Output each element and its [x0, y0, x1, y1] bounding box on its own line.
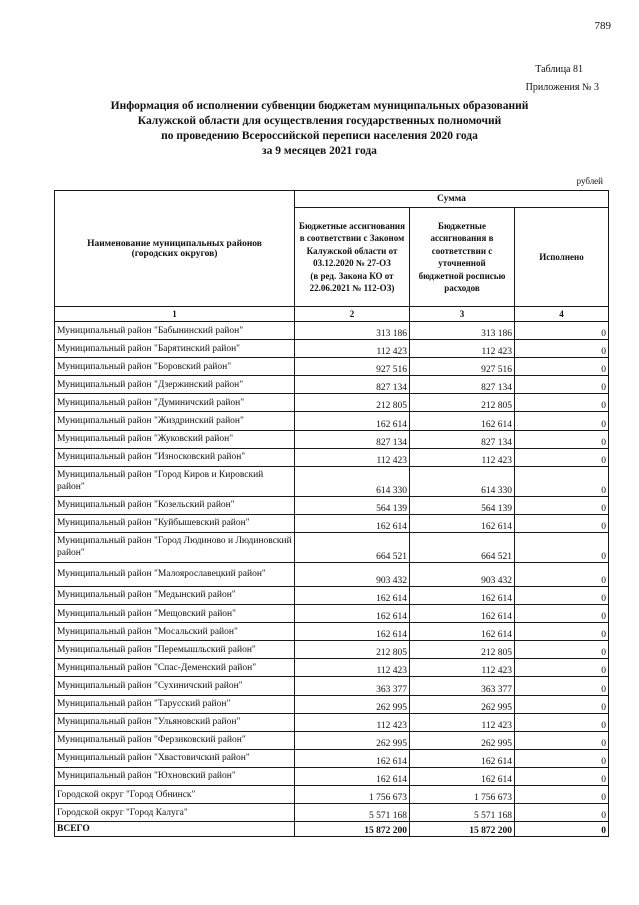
refined-allocation-value: 827 134	[410, 376, 515, 394]
table-body	[55, 322, 609, 837]
law-allocation-value: 363 377	[295, 677, 410, 695]
executed-value: 0	[515, 562, 609, 586]
table-row	[55, 412, 609, 430]
refined-allocation-value: 162 614	[410, 749, 515, 767]
column-number: 3	[410, 307, 515, 322]
document-title	[0, 99, 639, 159]
refined-allocation-value: 162 614	[410, 412, 515, 430]
executed-value: 0	[515, 532, 609, 562]
table-row	[55, 749, 609, 767]
table-row	[55, 586, 609, 604]
district-name: Муниципальный район "Перемышльский район"	[55, 641, 295, 659]
district-name: Муниципальный район "Сухиничский район"	[55, 677, 295, 695]
table-row	[55, 514, 609, 532]
table-row	[55, 804, 609, 822]
refined-allocation-value: 363 377	[410, 677, 515, 695]
refined-allocation-value: 162 614	[410, 623, 515, 641]
refined-allocation-value: 262 995	[410, 695, 515, 713]
law-allocation-value: 112 423	[295, 340, 410, 358]
law-allocation-value: 262 995	[295, 695, 410, 713]
header-line: 22.06.2021 № 112-ОЗ)	[309, 283, 395, 293]
law-allocation-value: 664 521	[295, 532, 410, 562]
column-number: 1	[55, 307, 295, 322]
executed-value: 0	[515, 641, 609, 659]
refined-allocation-value: 614 330	[410, 466, 515, 496]
table-row	[55, 532, 609, 562]
refined-allocation-value: 903 432	[410, 562, 515, 586]
refined-allocation-value: 927 516	[410, 358, 515, 376]
header-line: расходов	[444, 283, 480, 293]
header-line: бюджетной росписью	[418, 270, 506, 281]
district-name: Муниципальный район "Бабынинский район"	[55, 322, 295, 340]
header-line: уточненной	[438, 258, 486, 268]
district-name: Муниципальный район "Куйбышевский район"	[55, 514, 295, 532]
law-allocation-value: 614 330	[295, 466, 410, 496]
title-line: по проведению Всероссийской переписи населения 2020 года	[161, 130, 478, 142]
law-allocation-value: 903 432	[295, 562, 410, 586]
executed-value: 0	[515, 322, 609, 340]
refined-allocation-value: 1 756 673	[410, 785, 515, 803]
district-name: Муниципальный район "Хвастовичский район"	[55, 749, 295, 767]
table-row	[55, 641, 609, 659]
refined-allocation-value: 212 805	[410, 394, 515, 412]
law-allocation-value: 1 756 673	[295, 785, 410, 803]
district-name: Муниципальный район "Мосальский район"	[55, 623, 295, 641]
header-sum: Сумма	[295, 191, 609, 208]
header-line: Калужской области от	[306, 245, 398, 256]
refined-allocation-value: 162 614	[410, 514, 515, 532]
header-law-allocations	[295, 208, 410, 307]
executed-value: 0	[515, 394, 609, 412]
table-row	[55, 448, 609, 466]
law-allocation-value: 212 805	[295, 394, 410, 412]
law-allocation-value: 162 614	[295, 412, 410, 430]
refined-allocation-value: 112 423	[410, 713, 515, 731]
district-name: Городской округ "Город Обнинск"	[55, 785, 295, 803]
refined-allocation-value: 564 139	[410, 496, 515, 514]
district-name: Муниципальный район "Барятинский район"	[55, 340, 295, 358]
table-row	[55, 785, 609, 803]
district-name: Муниципальный район "Город Людиново и Людиновский район"	[55, 532, 295, 562]
title-line: Калужской области для осуществления государственных полномочий	[137, 115, 502, 127]
header-line: в соответствии с Законом	[299, 233, 405, 243]
refined-allocation-value: 112 423	[410, 659, 515, 677]
refined-allocation-value: 162 614	[410, 605, 515, 623]
executed-value: 0	[515, 767, 609, 785]
table-row	[55, 695, 609, 713]
law-allocation-value: 827 134	[295, 430, 410, 448]
total-label: ВСЕГО	[55, 822, 295, 837]
title-line: за 9 месяцев 2021 года	[262, 145, 377, 157]
executed-value: 0	[515, 376, 609, 394]
district-name: Муниципальный район "Ульяновский район"	[55, 713, 295, 731]
column-number-row	[55, 307, 609, 322]
table-row	[55, 605, 609, 623]
table-row	[55, 623, 609, 641]
refined-allocation-value: 313 186	[410, 322, 515, 340]
law-allocation-value: 313 186	[295, 322, 410, 340]
district-name: Муниципальный район "Дзержинский район"	[55, 376, 295, 394]
total-law-allocation: 15 872 200	[295, 822, 410, 837]
table-row	[55, 394, 609, 412]
executed-value: 0	[515, 340, 609, 358]
district-name: Муниципальный район "Думиничский район"	[55, 394, 295, 412]
district-name: Муниципальный район "Малоярославецкий район"	[55, 562, 295, 586]
law-allocation-value: 162 614	[295, 514, 410, 532]
table-row	[55, 659, 609, 677]
law-allocation-value: 112 423	[295, 659, 410, 677]
law-allocation-value: 162 614	[295, 586, 410, 604]
table-row	[55, 358, 609, 376]
column-number: 2	[295, 307, 410, 322]
table-row	[55, 496, 609, 514]
page-number: 789	[594, 20, 611, 32]
table-row	[55, 430, 609, 448]
header-refined-allocations	[410, 208, 515, 307]
table-row	[55, 340, 609, 358]
district-name: Муниципальный район "Ферзиковский район"	[55, 731, 295, 749]
refined-allocation-value: 5 571 168	[410, 804, 515, 822]
district-name: Городской округ "Город Калуга"	[55, 804, 295, 822]
executed-value: 0	[515, 695, 609, 713]
refined-allocation-value: 112 423	[410, 448, 515, 466]
executed-value: 0	[515, 659, 609, 677]
header-line: 03.12.2020 № 27-ОЗ	[313, 258, 391, 268]
district-name: Муниципальный район "Тарусский район"	[55, 695, 295, 713]
total-executed: 0	[515, 822, 609, 837]
total-refined-allocation: 15 872 200	[410, 822, 515, 837]
executed-value: 0	[515, 586, 609, 604]
executed-value: 0	[515, 448, 609, 466]
executed-value: 0	[515, 412, 609, 430]
district-name: Муниципальный район "Жиздринский район"	[55, 412, 295, 430]
table-row	[55, 376, 609, 394]
district-name: Муниципальный район "Износковский район"	[55, 448, 295, 466]
executed-value: 0	[515, 358, 609, 376]
table-row	[55, 322, 609, 340]
law-allocation-value: 162 614	[295, 749, 410, 767]
law-allocation-value: 564 139	[295, 496, 410, 514]
header-name-column	[55, 191, 295, 307]
subvention-table	[54, 190, 609, 837]
executed-value: 0	[515, 605, 609, 623]
law-allocation-value: 5 571 168	[295, 804, 410, 822]
law-allocation-value: 212 805	[295, 641, 410, 659]
header-name-line: (городских округов)	[131, 248, 218, 259]
table-row	[55, 466, 609, 496]
district-name: Муниципальный район "Боровский район"	[55, 358, 295, 376]
appendix-label: Приложения № 3	[525, 82, 599, 93]
table-label: Таблица 81	[535, 64, 583, 75]
district-name: Муниципальный район "Козельский район"	[55, 496, 295, 514]
refined-allocation-value: 212 805	[410, 641, 515, 659]
header-name-line: Наименование муниципальных районов	[87, 238, 262, 249]
district-name: Муниципальный район "Медынский район"	[55, 586, 295, 604]
law-allocation-value: 162 614	[295, 623, 410, 641]
law-allocation-value: 112 423	[295, 448, 410, 466]
refined-allocation-value: 162 614	[410, 586, 515, 604]
refined-allocation-value: 112 423	[410, 340, 515, 358]
header-line: ассигнования в	[430, 233, 494, 243]
district-name: Муниципальный район "Мещовский район"	[55, 605, 295, 623]
executed-value: 0	[515, 496, 609, 514]
header-line: (в ред. Закона КО от	[310, 270, 394, 281]
law-allocation-value: 162 614	[295, 767, 410, 785]
title-line: Информация об исполнении субвенции бюджетам муниципальных образований	[110, 100, 529, 112]
executed-value: 0	[515, 731, 609, 749]
law-allocation-value: 262 995	[295, 731, 410, 749]
executed-value: 0	[515, 804, 609, 822]
executed-value: 0	[515, 623, 609, 641]
law-allocation-value: 827 134	[295, 376, 410, 394]
table-row	[55, 767, 609, 785]
law-allocation-value: 927 516	[295, 358, 410, 376]
header-line: соответствии с	[431, 245, 493, 256]
executed-value: 0	[515, 430, 609, 448]
law-allocation-value: 112 423	[295, 713, 410, 731]
law-allocation-value: 162 614	[295, 605, 410, 623]
executed-value: 0	[515, 785, 609, 803]
currency-label: рублей	[576, 176, 603, 186]
total-row	[55, 822, 609, 837]
header-line: Бюджетные	[438, 220, 486, 231]
header-executed: Исполнено	[515, 208, 609, 307]
executed-value: 0	[515, 713, 609, 731]
district-name: Муниципальный район "Жуковский район"	[55, 430, 295, 448]
refined-allocation-value: 827 134	[410, 430, 515, 448]
district-name: Муниципальный район "Юхновский район"	[55, 767, 295, 785]
executed-value: 0	[515, 677, 609, 695]
district-name: Муниципальный район "Спас-Деменский район"	[55, 659, 295, 677]
executed-value: 0	[515, 514, 609, 532]
table-row	[55, 562, 609, 586]
header-line: Бюджетные ассигнования	[299, 220, 405, 231]
refined-allocation-value: 162 614	[410, 767, 515, 785]
table-row	[55, 731, 609, 749]
column-number: 4	[515, 307, 609, 322]
district-name: Муниципальный район "Город Киров и Кировский район"	[55, 466, 295, 496]
table-row	[55, 713, 609, 731]
refined-allocation-value: 262 995	[410, 731, 515, 749]
refined-allocation-value: 664 521	[410, 532, 515, 562]
table-row	[55, 677, 609, 695]
executed-value: 0	[515, 749, 609, 767]
executed-value: 0	[515, 466, 609, 496]
